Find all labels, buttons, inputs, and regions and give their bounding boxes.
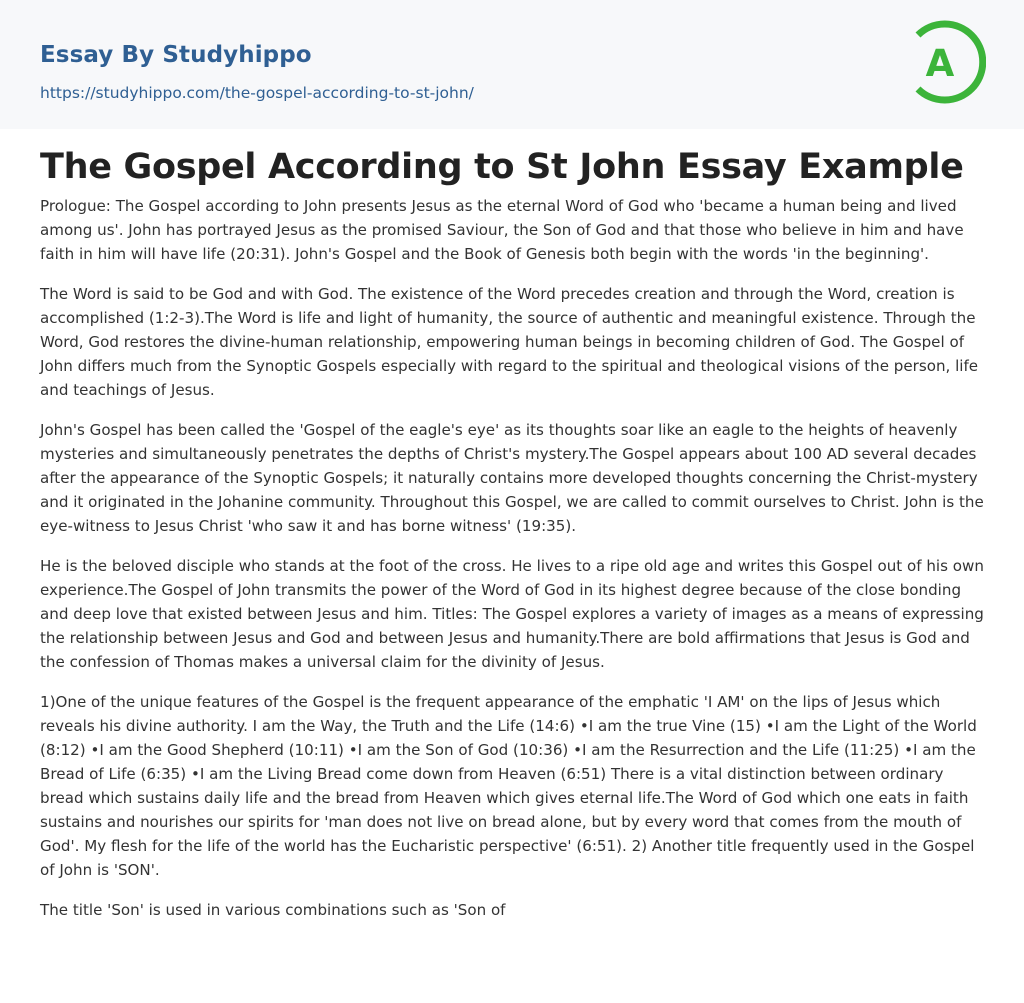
essay-paragraph: John's Gospel has been called the 'Gospel of the eagle's eye' as its thoughts soar like an eagle to the heights of heavenly mysteries and simultaneously penetrates the depths of Christ's mystery.The Gospel appears about 100 AD several decades after the appearance of the Synoptic Gospels; it naturally contains more developed thoughts concerning the Christ-mystery and it originated in the Johanine community. Throughout this Gospel, we are called to commit ourselves to Christ. John is the eye-witness to Jesus Christ 'who saw it and has borne witness' (19:35). — [40, 421, 984, 535]
essay-url-link[interactable]: https://studyhippo.com/the-gospel-according-to-st-john/ — [40, 84, 474, 102]
essay-paragraph: The Word is said to be God and with God. The existence of the Word precedes creation and through the Word, creation is accomplished (1:2-3).The Word is life and light of humanity, the source of authentic and meaningful existence. Through the Word, God restores the divine-human relationship, empowering human beings in becoming children of God. The Gospel of John differs much from the Synoptic Gospels especially with regard to the spiritual and theological visions of the person, life and teachings of Jesus. — [40, 285, 979, 399]
essay-paragraph: The title 'Son' is used in various combinations such as 'Son of — [40, 901, 506, 919]
studyhippo-logo-icon[interactable] — [912, 19, 986, 105]
site-header — [0, 0, 1024, 129]
essay-paragraph: Prologue: The Gospel according to John presents Jesus as the eternal Word of God who 'became a human being and lived among us'. John has portrayed Jesus as the promised Saviour, the Son of God and that those who believe in him and have faith in him will have life (20:31). John's Gospel and the Book of Genesis both begin with the words 'in the beginning'. — [40, 197, 964, 263]
svg-text:A: A — [925, 42, 955, 85]
essay-body — [40, 194, 985, 938]
essay-paragraph: 1)One of the unique features of the Gospel is the frequent appearance of the emphatic 'I AM' on the lips of Jesus which reveals his divine authority. I am the Way, the Truth and the Life (14:6) •I am the true Vine (15) •I am the Light of the World (8:12) •I am the Good Shepherd (10:11) •I am the Son of God (10:36) •I am the Resurrection and the Life (11:25) •I am the Bread of Life (6:35) •I am the Living Bread come down from Heaven (6:51) There is a vital distinction between ordinary bread which sustains daily life and the bread from Heaven which gives eternal life.The Word of God which one eats in faith sustains and nourishes our spirits for 'man does not live on bread alone, but by every word that comes from the mouth of God'. My flesh for the life of the world has the Eucharistic perspective' (6:51). 2) Another title frequently used in the Gospel of John is 'SON'. — [40, 693, 977, 879]
page-title: The Gospel According to St John Essay Example — [40, 147, 964, 187]
essay-paragraph: He is the beloved disciple who stands at the foot of the cross. He lives to a ripe old age and writes this Gospel out of his own experience.The Gospel of John transmits the power of the Word of God in its highest degree because of the close bonding and deep love that existed between Jesus and him. Titles: The Gospel explores a variety of images as a means of expressing the relationship between Jesus and God and between Jesus and humanity.There are bold affirmations that Jesus is God and the confession of Thomas makes a universal claim for the divinity of Jesus. — [40, 557, 984, 671]
site-brand[interactable]: Essay By Studyhippo — [40, 42, 312, 68]
